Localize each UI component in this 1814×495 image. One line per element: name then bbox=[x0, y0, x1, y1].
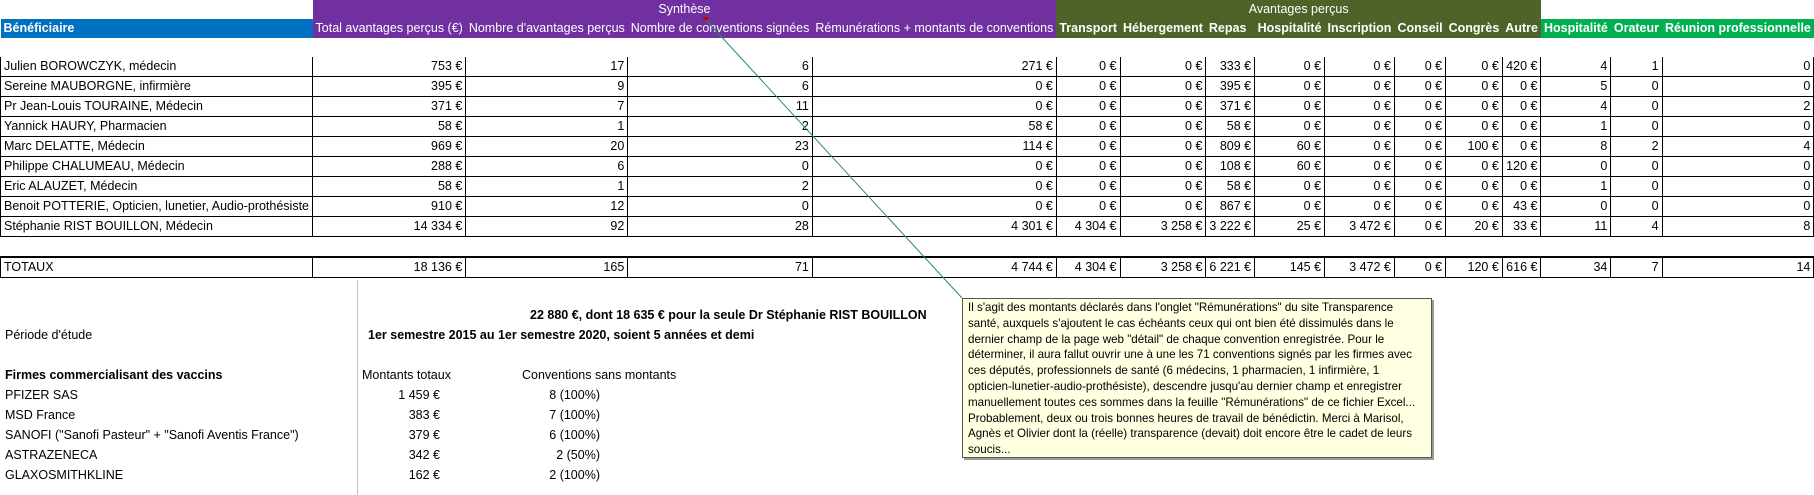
group-synthese[interactable]: Synthèse bbox=[313, 0, 1057, 19]
row-label-cell[interactable]: TOTAUX bbox=[1, 257, 313, 278]
table-cell[interactable]: 0 € bbox=[1255, 57, 1325, 77]
table-cell[interactable]: 0 € bbox=[1120, 97, 1206, 117]
firms-title[interactable]: Firmes commercialisant des vaccins bbox=[5, 368, 223, 382]
table-cell[interactable]: 809 € bbox=[1206, 137, 1255, 157]
table-cell[interactable]: 0 € bbox=[1120, 77, 1206, 97]
header-nombre[interactable]: Nombre d'avantages perçus bbox=[466, 19, 628, 38]
table-cell[interactable]: 6 221 € bbox=[1206, 257, 1255, 278]
table-cell[interactable]: 0 € bbox=[1446, 197, 1503, 217]
firm-name[interactable]: PFIZER SAS bbox=[5, 388, 78, 402]
table-cell[interactable]: 0 € bbox=[1056, 137, 1120, 157]
table-cell[interactable]: 0 € bbox=[1056, 97, 1120, 117]
table-cell[interactable]: 12 bbox=[466, 197, 628, 217]
table-cell[interactable]: 8 bbox=[1662, 217, 1814, 237]
header-transport[interactable]: Transport bbox=[1056, 19, 1120, 38]
table-cell[interactable]: 0 bbox=[1662, 157, 1814, 177]
table-cell[interactable]: 910 € bbox=[313, 197, 466, 217]
table-cell[interactable]: 0 € bbox=[1502, 97, 1541, 117]
row-label-cell[interactable]: Julien BOROWCZYK, médecin bbox=[1, 57, 313, 77]
table-cell[interactable]: 0 € bbox=[1502, 177, 1541, 197]
table-cell[interactable]: 1 bbox=[1541, 117, 1611, 137]
header-conseil[interactable]: Conseil bbox=[1394, 19, 1445, 38]
table-cell[interactable]: 395 € bbox=[1206, 77, 1255, 97]
table-cell[interactable]: 145 € bbox=[1255, 257, 1325, 278]
table-cell[interactable]: 0 € bbox=[1394, 197, 1445, 217]
table-cell[interactable]: 0 € bbox=[1120, 137, 1206, 157]
table-cell[interactable]: 867 € bbox=[1206, 197, 1255, 217]
table-cell[interactable]: 0 bbox=[1662, 57, 1814, 77]
table-cell[interactable]: 2 bbox=[1611, 137, 1662, 157]
table-cell[interactable]: 3 472 € bbox=[1325, 217, 1395, 237]
table-cell[interactable]: 0 bbox=[1541, 157, 1611, 177]
table-cell[interactable]: 0 € bbox=[1394, 97, 1445, 117]
table-cell[interactable]: 0 € bbox=[1120, 117, 1206, 137]
table-cell[interactable]: 14 334 € bbox=[313, 217, 466, 237]
firm-name[interactable]: SANOFI ("Sanofi Pasteur" + "Sanofi Aventis France") bbox=[5, 428, 299, 442]
table-cell[interactable]: 4 bbox=[1662, 137, 1814, 157]
firms-col-amount[interactable]: Montants totaux bbox=[362, 368, 451, 382]
table-cell[interactable]: 5 bbox=[1541, 77, 1611, 97]
row-label-cell[interactable]: Pr Jean-Louis TOURAINE, Médecin bbox=[1, 97, 313, 117]
table-cell[interactable]: 0 € bbox=[1325, 77, 1395, 97]
header-orateur[interactable]: Orateur bbox=[1611, 19, 1662, 38]
table-cell[interactable]: 0 € bbox=[1394, 137, 1445, 157]
table-cell[interactable]: 0 bbox=[1662, 77, 1814, 97]
row-label-cell[interactable]: Benoit POTTERIE, Opticien, lunetier, Audio-prothésiste bbox=[1, 197, 313, 217]
header-conventions[interactable]: Nombre de conventions signées bbox=[628, 19, 813, 38]
table-cell[interactable]: 23 bbox=[628, 137, 813, 157]
firm-amount[interactable]: 379 € bbox=[408, 428, 440, 442]
table-cell[interactable]: 4 bbox=[1611, 217, 1662, 237]
table-cell[interactable]: 0 € bbox=[1325, 157, 1395, 177]
firm-conventions[interactable]: 7 (100%) bbox=[549, 408, 600, 422]
table-cell[interactable]: 108 € bbox=[1206, 157, 1255, 177]
table-cell[interactable]: 395 € bbox=[313, 77, 466, 97]
table-cell[interactable]: 0 € bbox=[1502, 77, 1541, 97]
table-cell[interactable]: 4 301 € bbox=[812, 217, 1056, 237]
table-cell[interactable]: 0 bbox=[1611, 177, 1662, 197]
comment-arrow-line bbox=[706, 20, 962, 298]
row-label-cell[interactable]: Marc DELATTE, Médecin bbox=[1, 137, 313, 157]
table-cell[interactable]: 114 € bbox=[812, 137, 1056, 157]
table-cell[interactable]: 0 € bbox=[1120, 197, 1206, 217]
table-cell[interactable]: 420 € bbox=[1502, 57, 1541, 77]
table-cell[interactable]: 120 € bbox=[1502, 157, 1541, 177]
periode-label[interactable]: Période d'étude bbox=[5, 328, 93, 342]
table-cell[interactable]: 6 bbox=[628, 57, 813, 77]
table-cell[interactable]: 0 € bbox=[1056, 197, 1120, 217]
table-cell[interactable]: 0 € bbox=[1325, 137, 1395, 157]
table-cell[interactable]: 753 € bbox=[313, 57, 466, 77]
firm-conventions[interactable]: 8 (100%) bbox=[549, 388, 600, 402]
periode-value[interactable]: 1er semestre 2015 au 1er semestre 2020, soient 5 années et demi bbox=[368, 328, 755, 342]
table-cell[interactable]: 18 136 € bbox=[313, 257, 466, 278]
table-cell[interactable]: 58 € bbox=[812, 117, 1056, 137]
firm-conventions[interactable]: 2 (50%) bbox=[556, 448, 600, 462]
table-cell[interactable]: 0 € bbox=[1446, 57, 1503, 77]
table-cell[interactable]: 2 bbox=[628, 117, 813, 137]
table-cell[interactable]: 0 € bbox=[812, 97, 1056, 117]
table-cell[interactable]: 58 € bbox=[313, 117, 466, 137]
table-cell[interactable]: 1 bbox=[466, 177, 628, 197]
table-cell[interactable]: 0 € bbox=[1394, 177, 1445, 197]
table-cell[interactable]: 288 € bbox=[313, 157, 466, 177]
table-cell[interactable]: 4 bbox=[1541, 97, 1611, 117]
table-cell[interactable]: 0 € bbox=[1255, 97, 1325, 117]
firm-amount[interactable]: 342 € bbox=[408, 448, 440, 462]
firm-name[interactable]: MSD France bbox=[5, 408, 76, 422]
firm-amount[interactable]: 162 € bbox=[408, 468, 440, 482]
table-cell[interactable]: 0 bbox=[1662, 117, 1814, 137]
firm-name[interactable]: GLAXOSMITHKLINE bbox=[5, 468, 124, 482]
table-cell[interactable]: 58 € bbox=[1206, 117, 1255, 137]
table-cell[interactable]: 0 € bbox=[1394, 217, 1445, 237]
firm-conventions[interactable]: 2 (100%) bbox=[549, 468, 600, 482]
firm-name[interactable]: ASTRAZENECA bbox=[5, 448, 98, 462]
table-cell[interactable]: 14 bbox=[1662, 257, 1814, 278]
header-beneficiaire[interactable]: Bénéficiaire bbox=[1, 19, 313, 38]
table-cell[interactable]: 0 € bbox=[1325, 177, 1395, 197]
table-cell[interactable]: 4 304 € bbox=[1056, 217, 1120, 237]
table-cell[interactable]: 6 bbox=[628, 77, 813, 97]
table-cell[interactable]: 0 € bbox=[1394, 257, 1445, 278]
table-cell[interactable]: 2 bbox=[628, 177, 813, 197]
table-cell[interactable]: 2 bbox=[1662, 97, 1814, 117]
table-cell[interactable]: 60 € bbox=[1255, 137, 1325, 157]
table-cell[interactable]: 0 € bbox=[1120, 57, 1206, 77]
table-cell[interactable]: 0 bbox=[1662, 197, 1814, 217]
table-cell[interactable]: 58 € bbox=[313, 177, 466, 197]
table-cell[interactable]: 0 € bbox=[812, 157, 1056, 177]
table-cell[interactable]: 165 bbox=[466, 257, 628, 278]
table-cell[interactable]: 371 € bbox=[1206, 97, 1255, 117]
table-cell[interactable]: 28 bbox=[628, 217, 813, 237]
header-repas[interactable]: Repas bbox=[1206, 19, 1255, 38]
table-cell[interactable]: 11 bbox=[628, 97, 813, 117]
table-cell[interactable]: 1 bbox=[466, 117, 628, 137]
row-label-cell[interactable]: Sereine MAUBORGNE, infirmière bbox=[1, 77, 313, 97]
table-cell[interactable]: 33 € bbox=[1502, 217, 1541, 237]
table-cell[interactable]: 6 bbox=[466, 157, 628, 177]
table-cell[interactable]: 43 € bbox=[1502, 197, 1541, 217]
header-congres[interactable]: Congrès bbox=[1446, 19, 1503, 38]
table-cell[interactable]: 969 € bbox=[313, 137, 466, 157]
table-cell[interactable]: 4 744 € bbox=[812, 257, 1056, 278]
table-cell[interactable]: 25 € bbox=[1255, 217, 1325, 237]
summary-total[interactable]: 22 880 €, dont 18 635 € pour la seule Dr Stéphanie RIST BOUILLON bbox=[530, 308, 927, 322]
table-cell[interactable]: 0 € bbox=[1325, 117, 1395, 137]
firm-amount[interactable]: 1 459 € bbox=[398, 388, 440, 402]
table-cell[interactable]: 0 bbox=[1611, 197, 1662, 217]
table-cell[interactable]: 92 bbox=[466, 217, 628, 237]
header-hospitalite[interactable]: Hospitalité bbox=[1255, 19, 1325, 38]
table-cell[interactable]: 616 € bbox=[1502, 257, 1541, 278]
table-cell[interactable]: 0 € bbox=[1255, 117, 1325, 137]
table-cell[interactable]: 20 € bbox=[1446, 217, 1503, 237]
group-avantages[interactable]: Avantages perçus bbox=[1056, 0, 1541, 19]
table-cell[interactable]: 0 € bbox=[1394, 57, 1445, 77]
table-cell[interactable]: 7 bbox=[1611, 257, 1662, 278]
table-cell[interactable]: 0 bbox=[1662, 177, 1814, 197]
header-hospitalite-count[interactable]: Hospitalité bbox=[1541, 19, 1611, 38]
table-cell[interactable]: 0 € bbox=[812, 77, 1056, 97]
table-cell[interactable]: 0 bbox=[1611, 77, 1662, 97]
table-cell[interactable]: 0 bbox=[1611, 157, 1662, 177]
table-cell[interactable]: 0 € bbox=[1056, 157, 1120, 177]
table-cell[interactable]: 20 bbox=[466, 137, 628, 157]
header-hebergement[interactable]: Hébergement bbox=[1120, 19, 1206, 38]
firms-col-conv[interactable]: Conventions sans montants bbox=[522, 368, 677, 382]
table-cell[interactable]: 333 € bbox=[1206, 57, 1255, 77]
table-cell[interactable]: 0 € bbox=[1056, 117, 1120, 137]
table-cell[interactable]: 0 € bbox=[1255, 77, 1325, 97]
row-label-cell[interactable]: Philippe CHALUMEAU, Médecin bbox=[1, 157, 313, 177]
table-cell[interactable]: 7 bbox=[466, 97, 628, 117]
table-cell[interactable]: 0 € bbox=[1120, 177, 1206, 197]
table-cell[interactable]: 0 € bbox=[1446, 157, 1503, 177]
table-cell[interactable]: 271 € bbox=[812, 57, 1056, 77]
table-cell[interactable]: 0 bbox=[1611, 97, 1662, 117]
table-cell[interactable]: 3 258 € bbox=[1120, 217, 1206, 237]
firm-conventions[interactable]: 6 (100%) bbox=[549, 428, 600, 442]
table-cell[interactable]: 0 bbox=[628, 157, 813, 177]
table-cell[interactable]: 0 € bbox=[1325, 57, 1395, 77]
header-autre[interactable]: Autre bbox=[1502, 19, 1541, 38]
table-cell[interactable]: 0 € bbox=[1255, 177, 1325, 197]
table-cell[interactable]: 0 bbox=[1611, 117, 1662, 137]
header-inscription[interactable]: Inscription bbox=[1325, 19, 1395, 38]
table-cell[interactable]: 0 € bbox=[1502, 137, 1541, 157]
table-cell[interactable]: 100 € bbox=[1446, 137, 1503, 157]
table-cell[interactable]: 34 bbox=[1541, 257, 1611, 278]
empty-cell bbox=[1541, 0, 1814, 19]
table-cell[interactable]: 3 222 € bbox=[1206, 217, 1255, 237]
header-total[interactable]: Total avantages perçus (€) bbox=[313, 19, 466, 38]
header-remunerations[interactable]: Rémunérations + montants de conventions bbox=[812, 19, 1056, 38]
table-cell[interactable]: 0 € bbox=[1394, 157, 1445, 177]
table-cell[interactable]: 1 bbox=[1611, 57, 1662, 77]
comment-indicator bbox=[702, 17, 708, 23]
table-cell[interactable]: 58 € bbox=[1206, 177, 1255, 197]
table-cell[interactable]: 0 € bbox=[1056, 57, 1120, 77]
table-cell[interactable]: 0 € bbox=[1394, 117, 1445, 137]
table-cell[interactable]: 0 € bbox=[1446, 97, 1503, 117]
table-cell[interactable]: 3 258 € bbox=[1120, 257, 1206, 278]
header-reunion[interactable]: Réunion professionnelle bbox=[1662, 19, 1814, 38]
table-cell[interactable]: 0 € bbox=[1446, 177, 1503, 197]
table-cell[interactable]: 0 € bbox=[1255, 197, 1325, 217]
table-cell[interactable]: 11 bbox=[1541, 217, 1611, 237]
table-cell[interactable]: 0 € bbox=[1056, 77, 1120, 97]
row-label-cell[interactable]: Stéphanie RIST BOUILLON, Médecin bbox=[1, 217, 313, 237]
row-label-cell[interactable]: Yannick HAURY, Pharmacien bbox=[1, 117, 313, 137]
table-cell[interactable]: 0 € bbox=[812, 177, 1056, 197]
comment-text: Il s'agit des montants déclarés dans l'onglet "Rémunérations" du site Transparence santé, auxquels s'ajoutent le cas échéants ceux qui ont bien été dissimulés dans le dernier champ de la page web "détail" de chaque convention enregistrée. Pour le déterminer, il aura fallut ouvrir une à une les 71 conventions signés par les firmes avec ces députés, professionnels de santé (6 médecins, 1 pharmacien, 1 infirmière, 1 opticien-lunetier-audio-prothésiste), descendre jusqu'au dernier champ et enregistrer manuellement toutes ces sommes dans la feuille "Rémunérations" de ce fichier Excel... Probablement, deux ou trois bonnes heures de travail de bénédictin. Merci à Marisol, Agnès et Olivier dont la (réelle) transparence (devait) doit encore être le cadet de leurs soucis... bbox=[968, 301, 1416, 457]
table-cell[interactable]: 4 bbox=[1541, 57, 1611, 77]
table-cell[interactable]: 4 304 € bbox=[1056, 257, 1120, 278]
table-cell[interactable]: 0 bbox=[628, 197, 813, 217]
table-cell[interactable]: 0 € bbox=[1325, 197, 1395, 217]
comment-box[interactable] bbox=[962, 298, 1432, 458]
table-cell[interactable]: 9 bbox=[466, 77, 628, 97]
table-cell[interactable]: 0 € bbox=[812, 197, 1056, 217]
table-cell[interactable]: 0 € bbox=[1394, 77, 1445, 97]
table-cell[interactable]: 0 € bbox=[1446, 117, 1503, 137]
table-cell[interactable]: 120 € bbox=[1446, 257, 1503, 278]
table-cell[interactable]: 1 bbox=[1541, 177, 1611, 197]
table-cell[interactable]: 8 bbox=[1541, 137, 1611, 157]
table-cell[interactable]: 60 € bbox=[1255, 157, 1325, 177]
table-cell[interactable]: 0 € bbox=[1325, 97, 1395, 117]
row-label-cell[interactable]: Eric ALAUZET, Médecin bbox=[1, 177, 313, 197]
table-cell[interactable]: 371 € bbox=[313, 97, 466, 117]
firm-amount[interactable]: 383 € bbox=[408, 408, 440, 422]
table-cell[interactable]: 17 bbox=[466, 57, 628, 77]
table-cell[interactable]: 0 € bbox=[1056, 177, 1120, 197]
table-cell[interactable]: 0 € bbox=[1120, 157, 1206, 177]
table-cell[interactable]: 0 € bbox=[1446, 77, 1503, 97]
table-cell[interactable]: 71 bbox=[628, 257, 813, 278]
table-cell[interactable]: 0 € bbox=[1502, 117, 1541, 137]
table-cell[interactable]: 3 472 € bbox=[1325, 257, 1395, 278]
table-cell[interactable]: 0 bbox=[1541, 197, 1611, 217]
